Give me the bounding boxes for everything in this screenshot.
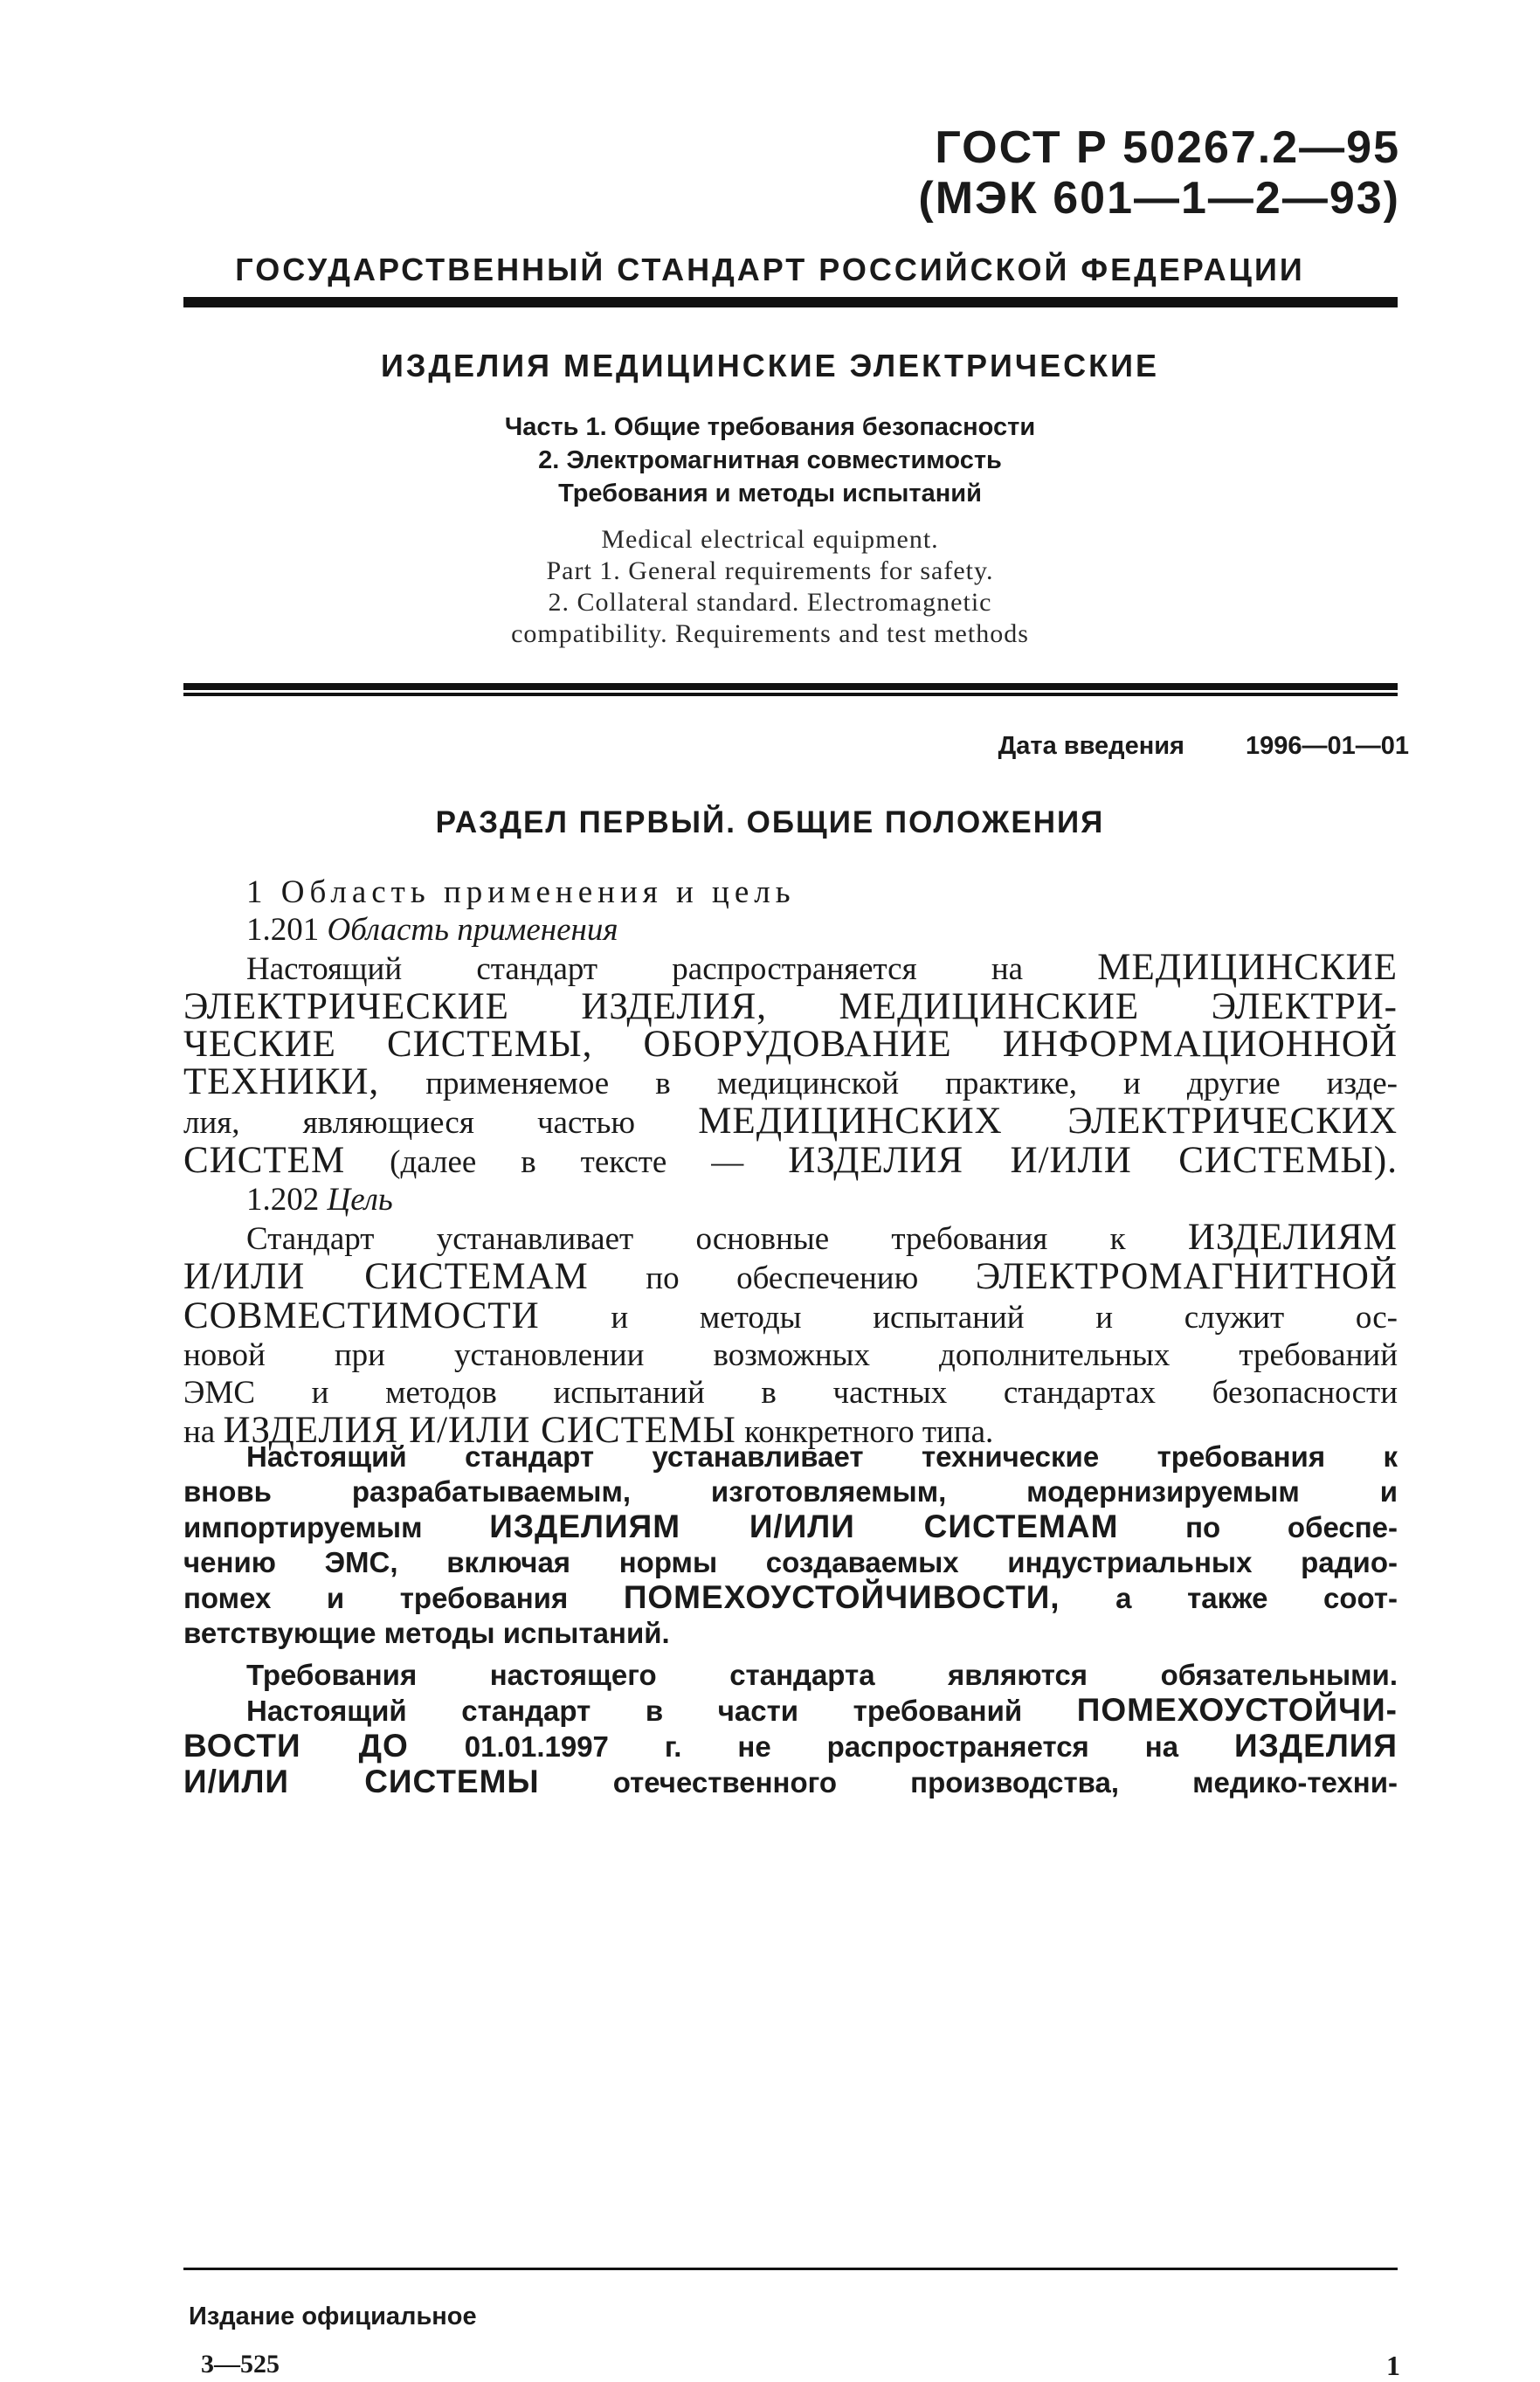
- text-line: Настоящий стандарт распространяется на МЕДИЦИНСКИЕ: [246, 947, 1398, 988]
- clause-1: [183, 873, 1398, 1451]
- text-line: чению ЭМС, включая нормы создаваемых индустриальных радио-: [183, 1546, 1398, 1578]
- footer-rule: [183, 2268, 1398, 2270]
- text-line: импортируемым ИЗДЕЛИЯМ И/ИЛИ СИСТЕМАМ по обеспе-: [183, 1509, 1398, 1544]
- text-line: Требования настоящего стандарта являются обязательными.: [246, 1659, 1398, 1691]
- text-line: ЭМС и методов испытаний в частных стандартах безопасности: [183, 1375, 1398, 1411]
- subtitle-en-line: Part 1. General requirements for safety.: [546, 556, 994, 585]
- text-line: помех и требования ПОМЕХОУСТОЙЧИВОСТИ, а также соот-: [183, 1579, 1398, 1615]
- iec-number: (МЭК 601—1—2—93): [918, 173, 1400, 224]
- header-rule: [183, 297, 1398, 307]
- subtitle-en-line: 2. Collateral standard. Electromagnetic: [548, 588, 992, 617]
- subtitle-en-line: compatibility. Requirements and test methods: [511, 619, 1029, 648]
- subtitle-english: [0, 524, 1540, 650]
- subclause-title: Цель: [327, 1182, 393, 1218]
- text-line: лия, являющиеся частью МЕДИЦИНСКИХ ЭЛЕКТРИЧЕСКИХ: [183, 1101, 1398, 1142]
- mandatory-paragraphs: [183, 1440, 1398, 1800]
- gost-number: ГОСТ Р 50267.2—95: [935, 122, 1400, 173]
- subtitle-russian: [0, 411, 1540, 510]
- text-line: на ИЗДЕЛИЯ И/ИЛИ СИСТЕМЫ конкретного типа.: [183, 1410, 994, 1451]
- text-line: ЭЛЕКТРИЧЕСКИЕ ИЗДЕЛИЯ, МЕДИЦИНСКИЕ ЭЛЕКТРИ-: [183, 986, 1398, 1027]
- text-line: И/ИЛИ СИСТЕМАМ по обеспечению ЭЛЕКТРОМАГНИТНОЙ: [183, 1256, 1398, 1297]
- intro-date-label: Дата введения: [998, 732, 1184, 760]
- title-rule-thin: [183, 693, 1398, 696]
- text-line: ЧЕСКИЕ СИСТЕМЫ, ОБОРУДОВАНИЕ ИНФОРМАЦИОННОЙ: [183, 1024, 1398, 1065]
- subtitle-ru-line: Часть 1. Общие требования безопасности: [504, 413, 1036, 441]
- intro-date-value: 1996—01—01: [1245, 732, 1409, 760]
- text-line: Стандарт устанавливает основные требования к ИЗДЕЛИЯМ: [246, 1217, 1398, 1258]
- clause-heading: 1 Область применения и цель: [246, 874, 796, 910]
- subclause-heading: [183, 1181, 1398, 1219]
- subclause-number: 1.202: [246, 1182, 320, 1218]
- subtitle-ru-line: 2. Электромагнитная совместимость: [538, 446, 1002, 474]
- page-number: 1: [1386, 2350, 1400, 2381]
- print-code: 3—525: [201, 2350, 280, 2379]
- subtitle-ru-line: Требования и методы испытаний: [558, 480, 982, 507]
- product-title: ИЗДЕЛИЯ МЕДИЦИНСКИЕ ЭЛЕКТРИЧЕСКИЕ: [380, 348, 1160, 383]
- text-line: И/ИЛИ СИСТЕМЫ отечественного производства, медико-техни-: [183, 1764, 1398, 1799]
- subclause-heading: [183, 911, 1398, 949]
- text-line: ветствующие методы испытаний.: [183, 1617, 670, 1649]
- text-line: СОВМЕСТИМОСТИ и методы испытаний и служит ос-: [183, 1295, 1398, 1336]
- text-line: вновь разрабатываемым, изготовляемым, модернизируемым и: [183, 1475, 1398, 1508]
- introduction-date: [998, 732, 1409, 761]
- text-line: Настоящий стандарт устанавливает технические требования к: [246, 1440, 1398, 1473]
- subtitle-en-line: Medical electrical equipment.: [601, 525, 939, 554]
- edition-note: Издание официальное: [189, 2303, 477, 2330]
- text-line: СИСТЕМ (далее в тексте — ИЗДЕЛИЯ И/ИЛИ СИСТЕМЫ).: [183, 1140, 1398, 1181]
- text-line: ТЕХНИКИ, применяемое в медицинской практике, и другие изде-: [183, 1061, 1398, 1102]
- text-line: Настоящий стандарт в части требований ПОМЕХОУСТОЙЧИ-: [246, 1692, 1398, 1728]
- text-line: ВОСТИ ДО 01.01.1997 г. не распространяется на ИЗДЕЛИЯ: [183, 1728, 1398, 1764]
- document-code: [918, 122, 1400, 224]
- title-rule: [183, 683, 1398, 690]
- text-line: новой при установлении возможных дополнительных требований: [183, 1337, 1398, 1373]
- state-standard-title: ГОСУДАРСТВЕННЫЙ СТАНДАРТ РОССИЙСКОЙ ФЕДЕРАЦИИ: [235, 252, 1305, 287]
- subclause-title: Область применения: [327, 912, 618, 948]
- section-title: РАЗДЕЛ ПЕРВЫЙ. ОБЩИЕ ПОЛОЖЕНИЯ: [435, 805, 1105, 839]
- subclause-number: 1.201: [246, 912, 320, 948]
